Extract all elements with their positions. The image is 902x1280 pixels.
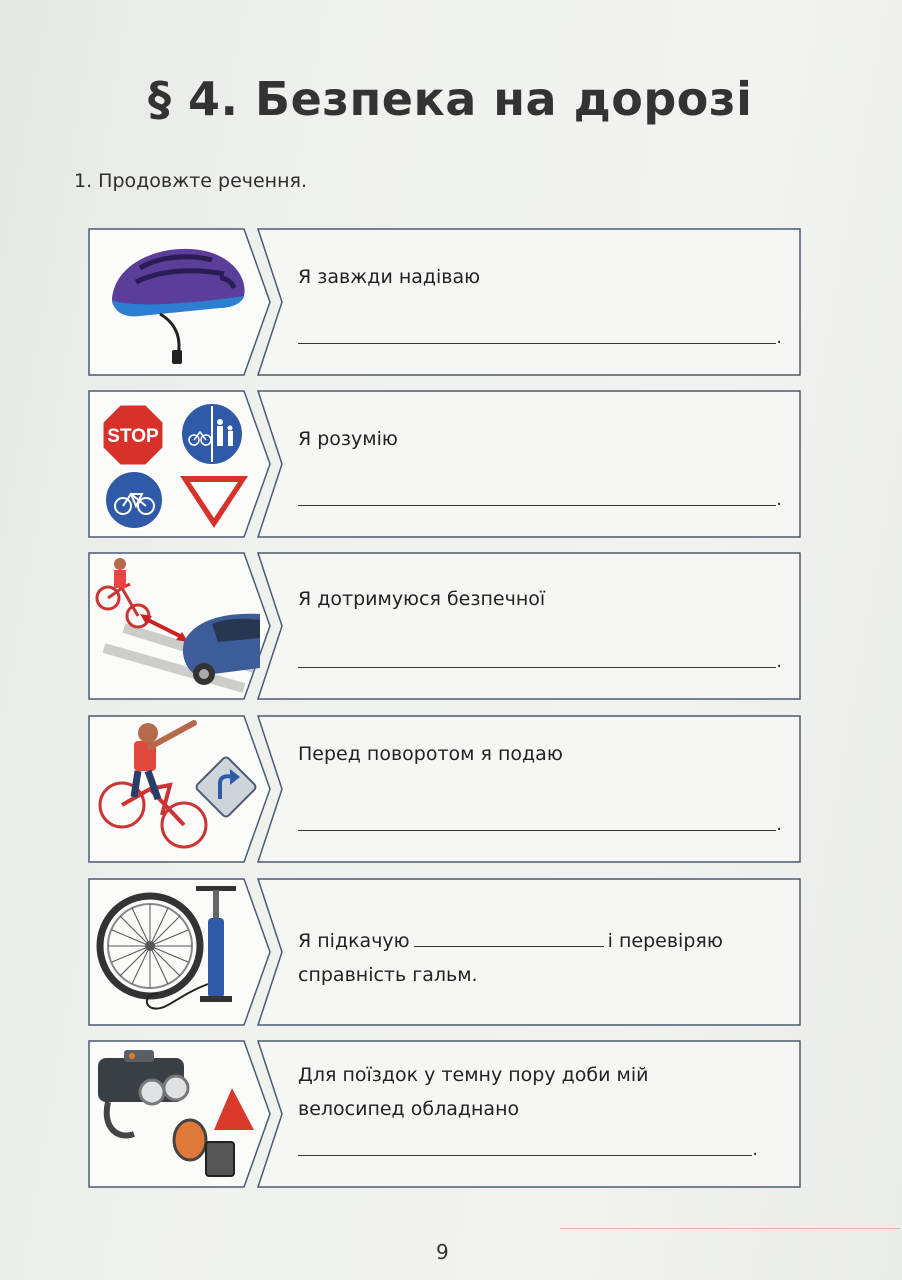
sentence-text: Я завжди надіваю	[298, 266, 481, 288]
sentence-line-1	[298, 924, 723, 992]
exercise-row-2	[88, 390, 802, 538]
task-instruction: 1. Продовжте речення.	[74, 170, 307, 192]
exercise-row-6	[88, 1040, 802, 1188]
exercise-row-5	[88, 878, 802, 1026]
sentence-text: Я розумію	[298, 428, 398, 450]
sentence-box	[258, 390, 802, 536]
cyclist-and-car-distance-icon	[94, 558, 260, 694]
sentence-box	[258, 878, 802, 1024]
period: .	[776, 489, 782, 510]
sentence-text-a: Для поїздок у темну пору доби мій	[298, 1064, 649, 1086]
period: .	[776, 814, 782, 835]
sentence-box	[258, 715, 802, 861]
answer-line[interactable]	[298, 505, 776, 506]
answer-line[interactable]	[298, 343, 776, 344]
cyclist-hand-signal-icon	[94, 719, 260, 859]
stop-sign-text: STOP	[107, 426, 159, 447]
answer-line[interactable]	[298, 667, 776, 668]
period: .	[776, 651, 782, 672]
sentence-box	[258, 228, 802, 374]
sentence-text: Перед поворотом я подаю	[298, 743, 563, 765]
sentence-box	[258, 552, 802, 698]
sentence-text: Я дотримуюся безпечної	[298, 588, 546, 610]
sentence-text-c: справність гальм.	[298, 964, 478, 986]
period: .	[752, 1139, 758, 1160]
bike-light-and-reflectors-icon	[94, 1048, 258, 1180]
answer-line-inline[interactable]	[414, 928, 604, 947]
period: .	[776, 327, 782, 348]
sentence-text-b: велосипед обладнано	[298, 1098, 520, 1120]
wheel-and-pump-icon	[96, 884, 256, 1020]
page-title: § 4. Безпека на дорозі	[148, 72, 753, 126]
exercise-row-4	[88, 715, 802, 863]
answer-line[interactable]	[298, 1155, 752, 1156]
sentence-box	[258, 1040, 802, 1186]
sentence-text-a: Я підкачую	[298, 930, 410, 952]
answer-line[interactable]	[298, 830, 776, 831]
road-signs-icon	[100, 396, 260, 532]
exercise-row-1	[88, 228, 802, 376]
sentence-text-b: і перевіряю	[607, 930, 723, 952]
sentence-lines	[298, 1058, 648, 1126]
exercise-row-3	[88, 552, 802, 700]
page-number: 9	[436, 1240, 449, 1264]
footer-rule	[560, 1228, 900, 1229]
bicycle-helmet-icon	[100, 238, 250, 366]
